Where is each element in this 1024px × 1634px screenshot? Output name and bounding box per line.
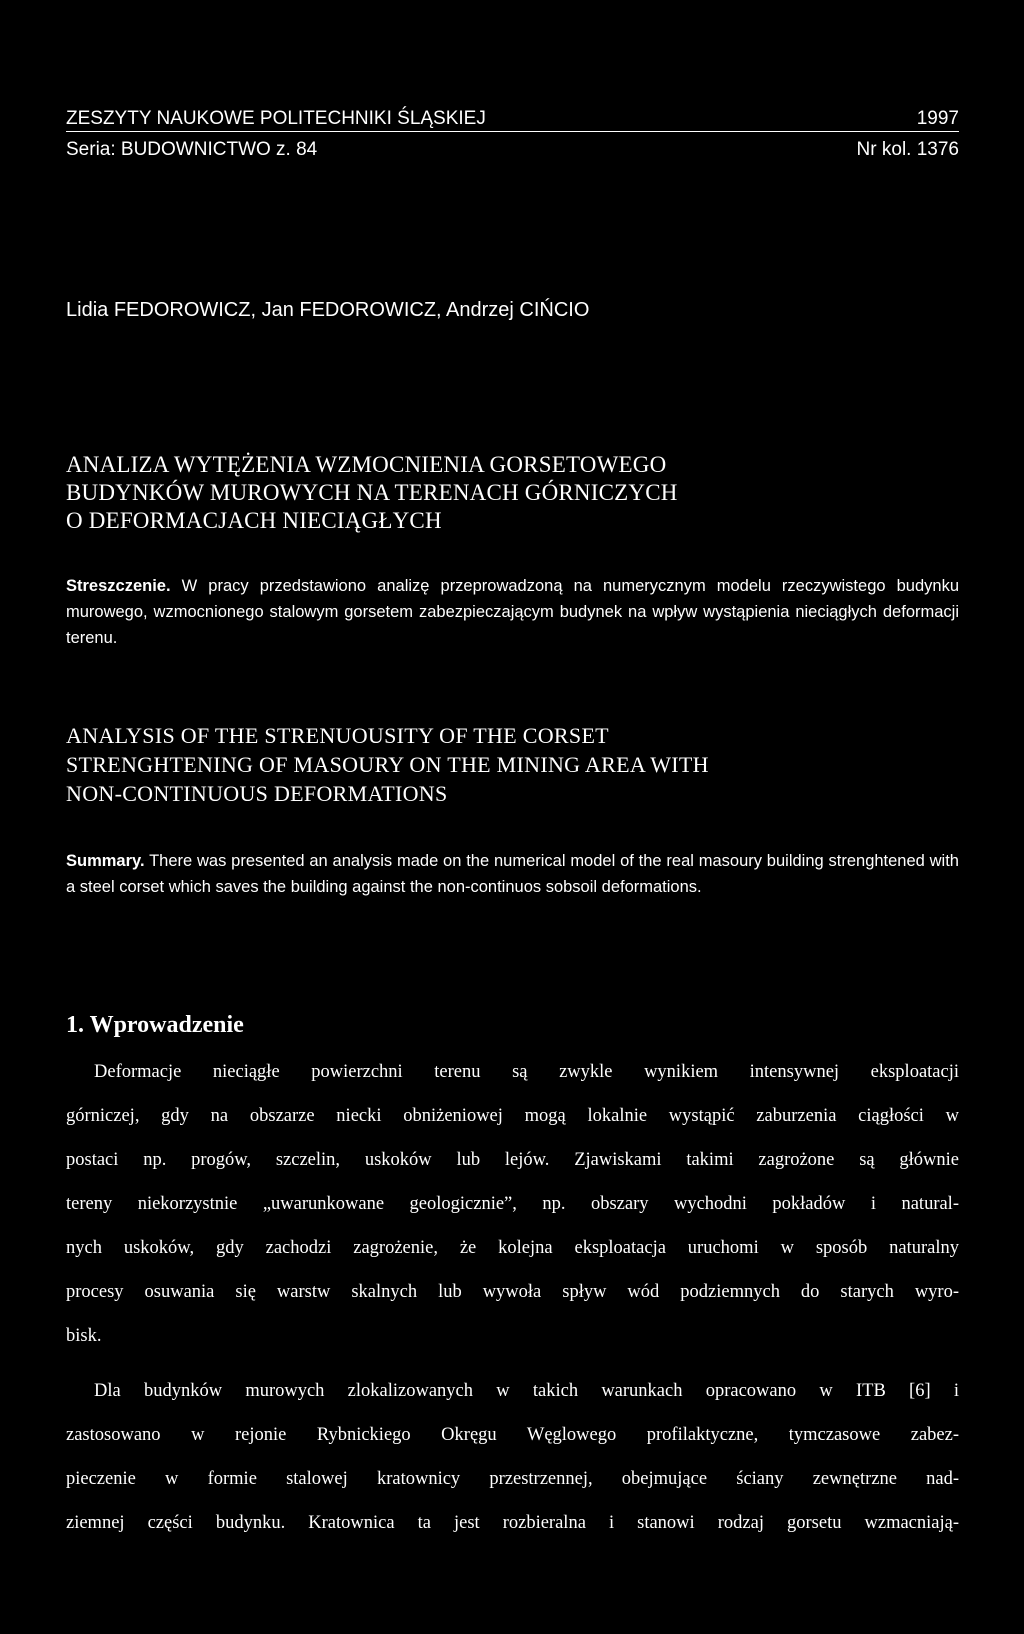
series-header (66, 139, 959, 161)
section-heading: 1. Wprowadzenie (66, 1012, 244, 1038)
title-polish (66, 451, 959, 535)
abstract-polish-text: W pracy przedstawiono analizę przeprowadzoną na numerycznym modelu rzeczywistego budynku murowego, wzmocnionego stalowym gorsetem zabezpieczającym budynek na wpływ wystąpienia nieciągłych deformacji terenu. (66, 577, 960, 647)
authors: Lidia FEDOROWICZ, Jan FEDOROWICZ, Andrzej CIŃCIO (66, 299, 590, 321)
paragraph-line: zastosowano w rejonie Rybnickiego Okręgu Węglowego profilaktyczne, tymczasowe zabez- (66, 1425, 959, 1445)
abstract-polish-label: Streszczenie. (66, 577, 171, 595)
issue-number: Nr kol. 1376 (856, 139, 959, 160)
abstract-polish (66, 573, 959, 651)
journal-name: ZESZYTY NAUKOWE POLITECHNIKI ŚLĄSKIEJ (66, 108, 486, 129)
paragraph-line: bisk. (66, 1326, 102, 1346)
abstract-english (66, 848, 959, 900)
abstract-english-text: There was presented an analysis made on the numerical model of the real masoury building strenghtened with a steel corset which saves the building against the non-continuos sobsoil deformations. (66, 852, 959, 896)
paragraph-line: procesy osuwania się warstw skalnych lub wywoła spływ wód podziemnych do starych wyro- (66, 1282, 959, 1302)
paragraph-line: górniczej, gdy na obszarze niecki obniżeniowej mogą lokalnie wystąpić zaburzenia ciągłości w (66, 1106, 959, 1126)
abstract-english-label: Summary. (66, 852, 145, 870)
title-english (66, 721, 959, 808)
paragraph-line: Deformacje nieciągłe powierzchni terenu są zwykle wynikiem intensywnej eksploatacji (94, 1062, 959, 1082)
paragraph-line: pieczenie w formie stalowej kratownicy przestrzennej, obejmujące ściany zewnętrzne nad- (66, 1469, 959, 1489)
paragraph-line: tereny niekorzystnie „uwarunkowane geologicznie”, np. obszary wychodni pokładów i natural- (66, 1194, 959, 1214)
paragraph-line: Dla budynków murowych zlokalizowanych w takich warunkach opracowano w ITB [6] i (94, 1381, 959, 1401)
paragraph-line: ziemnej części budynku. Kratownica ta jest rozbieralna i stanowi rodzaj gorsetu wzmacniają- (66, 1513, 959, 1533)
title-english-line: STRENGHTENING OF MASOURY ON THE MINING AREA WITH (66, 752, 709, 777)
title-english-line: ANALYSIS OF THE STRENUOUSITY OF THE CORSET (66, 723, 609, 748)
title-polish-line: O DEFORMACJACH NIECIĄGŁYCH (66, 508, 442, 533)
paragraph-1 (66, 1050, 959, 1358)
title-polish-line: BUDYNKÓW MUROWYCH NA TERENACH GÓRNICZYCH (66, 480, 678, 505)
title-english-line: NON-CONTINUOUS DEFORMATIONS (66, 781, 448, 806)
journal-header (66, 108, 959, 132)
paragraph-line: nych uskoków, gdy zachodzi zagrożenie, że kolejna eksploatacja uruchomi w sposób naturalny (66, 1238, 959, 1258)
series-name: Seria: BUDOWNICTWO z. 84 (66, 139, 318, 160)
journal-year: 1997 (916, 108, 959, 129)
paragraph-2 (66, 1369, 959, 1545)
title-polish-line: ANALIZA WYTĘŻENIA WZMOCNIENIA GORSETOWEGO (66, 452, 667, 477)
paragraph-line: postaci np. progów, szczelin, uskoków lub lejów. Zjawiskami takimi zagrożone są głównie (66, 1150, 959, 1170)
